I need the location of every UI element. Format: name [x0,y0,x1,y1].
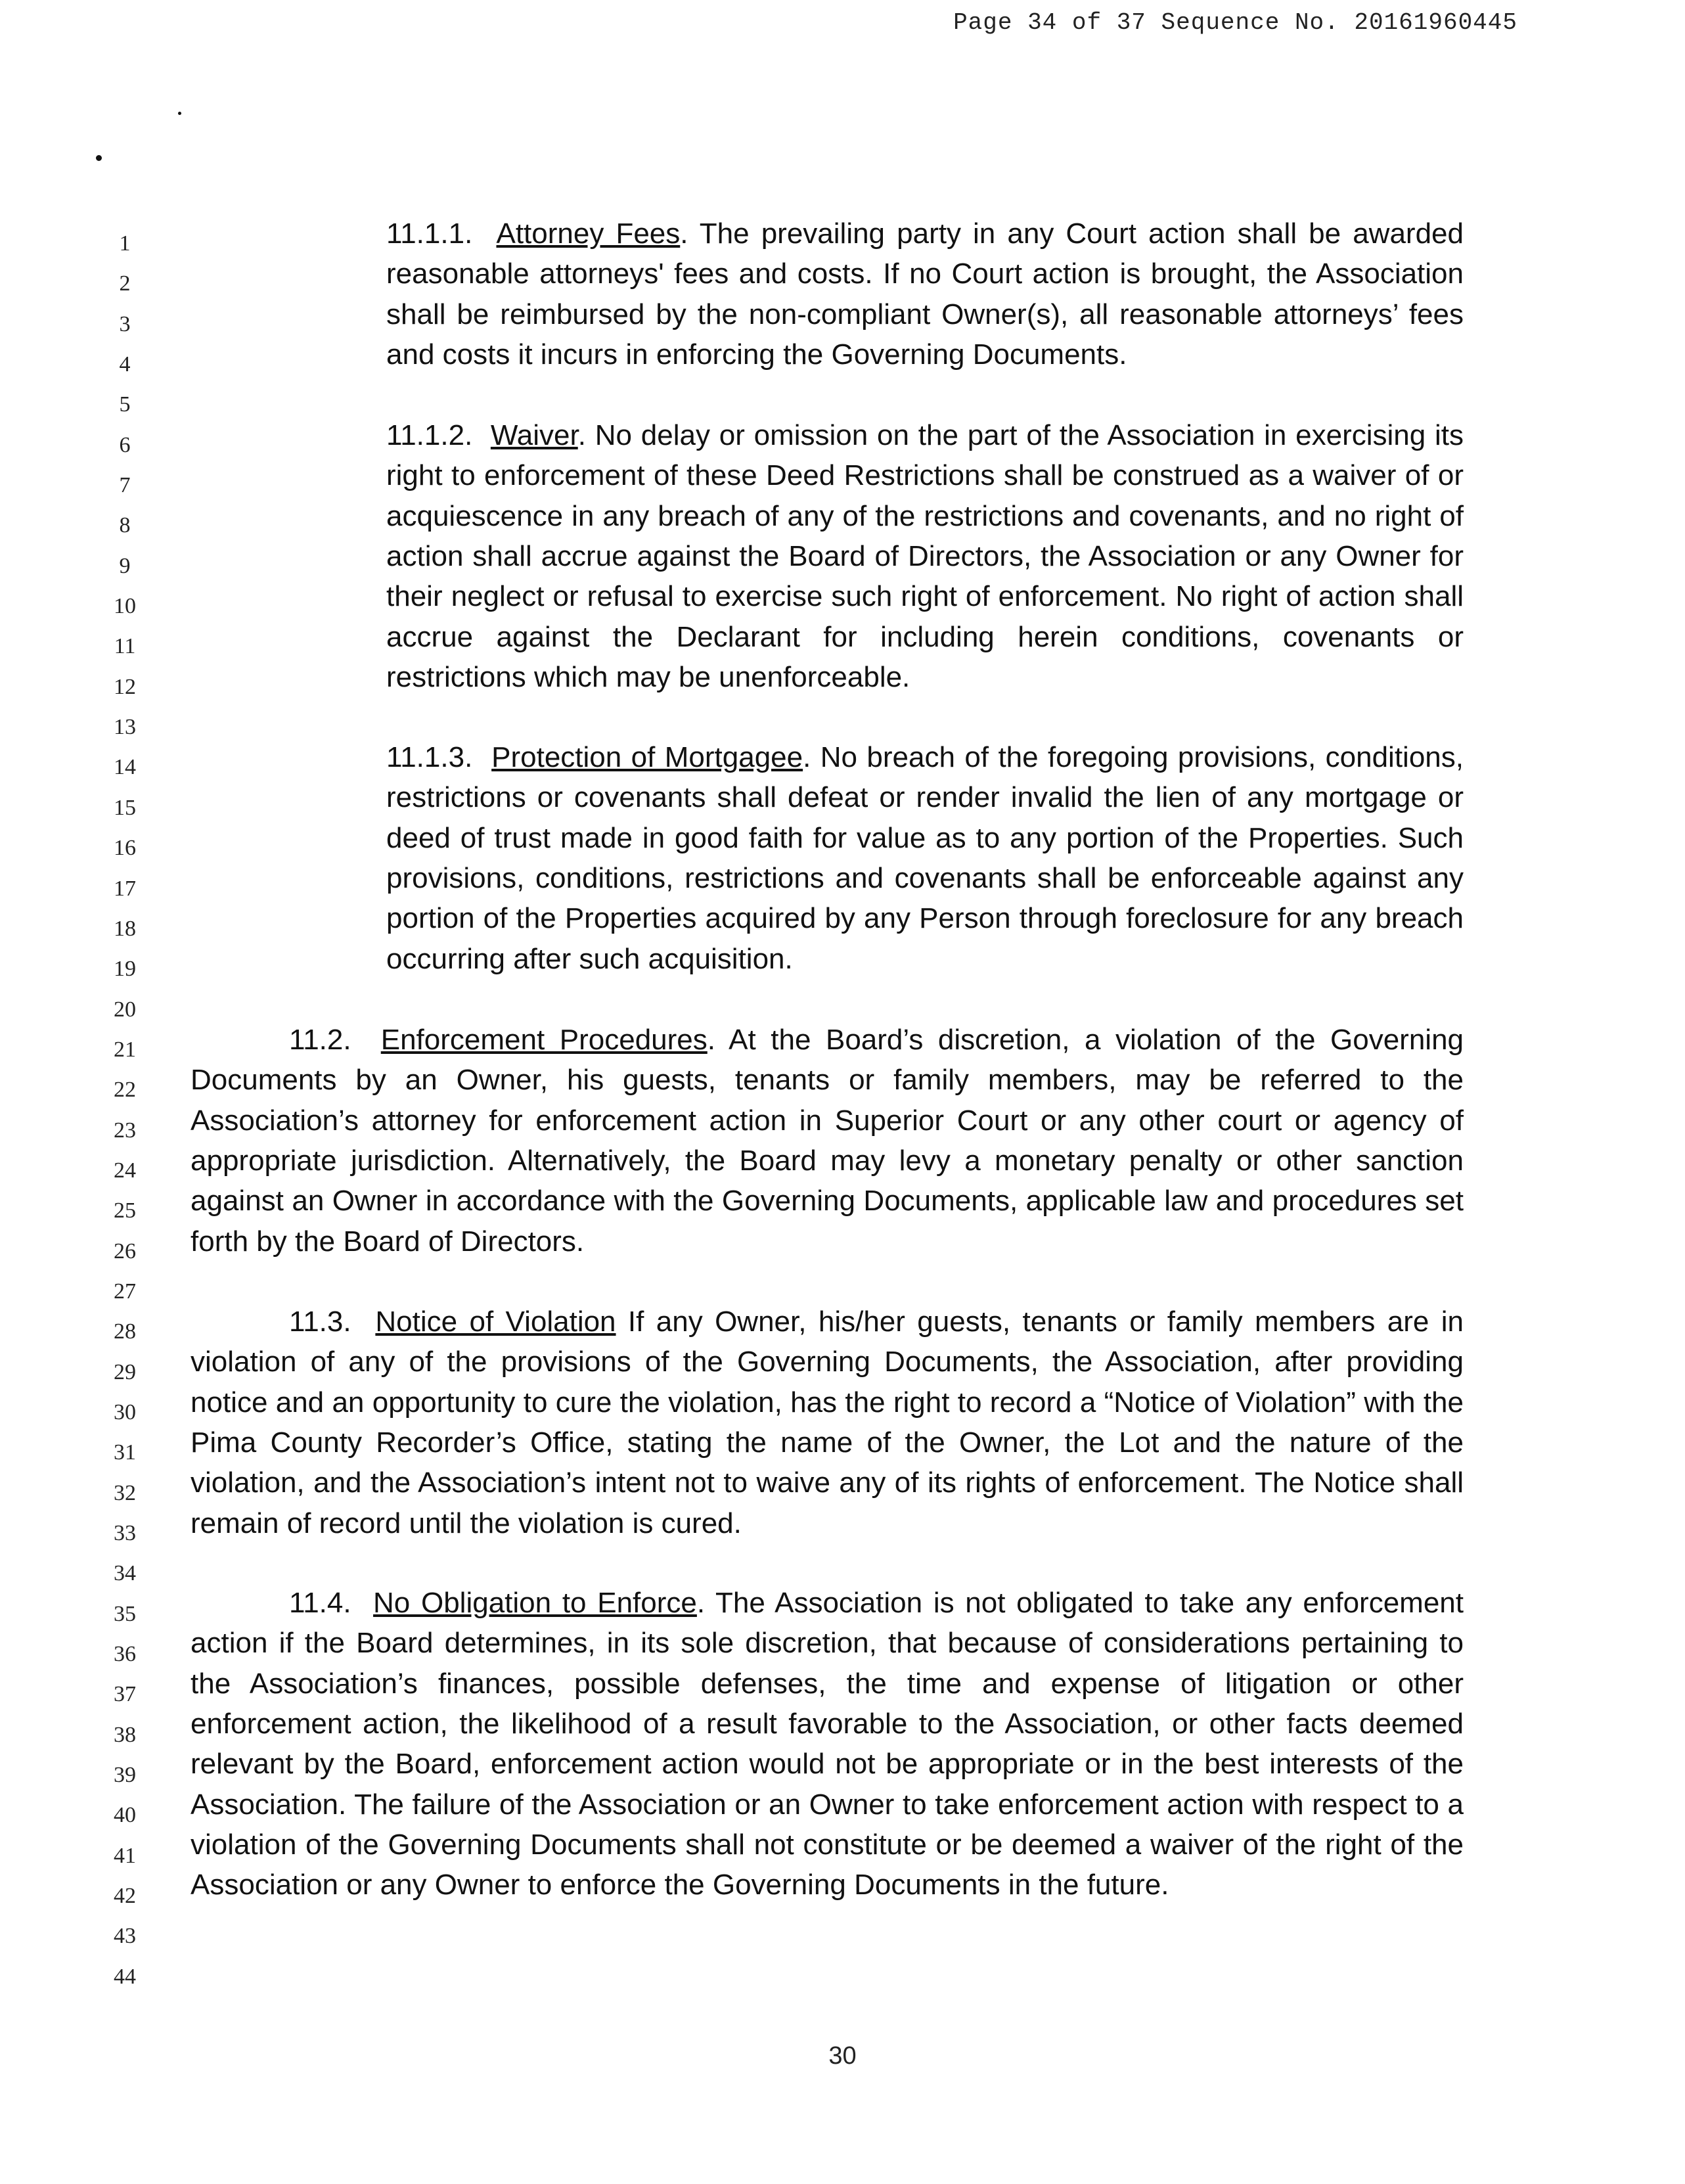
line-number: 22 [114,1078,136,1103]
section-11-4 [191,1583,1464,1905]
section-11-1-3 [386,737,1464,979]
scan-speck [178,112,181,115]
section-11-1-2 [386,415,1464,697]
section-11-1-1 [386,214,1464,375]
section-body: . No breach of the foregoing provisions, conditions, restrictions or covenants shall defeat or render invalid the lien of any mortgage or deed of trust made in good faith for value as to any portion of the Properties. Such provisions, conditions, restrictions and covenants shall be enforceable against any portion of the Properties acquired by any Person through foreclosure for any breach occurring after such acquisition. [386,741,1464,975]
line-number: 26 [114,1239,136,1263]
section-number: 11.1.2. [386,419,473,451]
page-number: 30 [828,2042,857,2070]
line-number: 30 [114,1399,136,1424]
line-number: 4 [119,352,131,377]
section-title: Waiver [490,419,578,451]
section-11-3 [191,1302,1464,1543]
line-number: 35 [114,1601,136,1626]
scan-speck [96,155,102,161]
line-number-gutter [102,223,148,1997]
line-number: 39 [114,1763,136,1788]
line-number: 11 [114,634,136,659]
section-title: Enforcement Procedures [380,1024,708,1056]
section-title: Protection of Mortgagee [491,741,803,773]
line-number: 29 [114,1359,136,1384]
line-number: 31 [114,1440,136,1465]
line-number: 36 [114,1642,136,1667]
line-number: 2 [119,271,131,296]
line-number: 14 [114,755,136,780]
line-number: 41 [114,1843,136,1868]
line-number: 25 [114,1198,136,1223]
line-number: 23 [114,1118,136,1143]
line-number: 40 [114,1803,136,1828]
section-title: No Obligation to Enforce [373,1587,697,1619]
line-number: 19 [114,957,136,982]
section-number: 11.1.3. [386,741,473,773]
section-body: . At the Board’s discretion, a violation of the Governing Documents by an Owner, his guests, tenants or family members, may be referred to the Association’s attorney for enforcement action in Superior Court or any other court or agency of appropriate jurisdiction. Alternatively, the Board may levy a monetary penalty or other sanction against an Owner in accordance with the Governing Documents, applicable law and procedures set forth by the Board of Directors. [191,1024,1464,1258]
section-number: 11.1.1. [386,217,473,250]
line-number: 8 [119,513,131,538]
section-11-2 [191,1020,1464,1262]
section-number: 11.3. [289,1306,351,1338]
line-number: 33 [114,1521,136,1545]
line-number: 27 [114,1279,136,1304]
line-number: 21 [114,1037,136,1062]
line-number: 37 [114,1682,136,1707]
line-number: 18 [114,916,136,941]
section-body: . The Association is not obligated to take any enforcement action if the Board determines, in its sole discretion, that because of considerations pertaining to the Association’s finances, possible defenses, the time and expense of litigation or other enforcement action, the likelihood of a result favorable to the Association, or other facts deemed relevant by the Board, enforcement action would not be appropriate or in the best interests of the Association. The failure of the Association or an Owner to take enforcement action with respect to a violation of the Governing Documents shall not constitute or be deemed a waiver of the right of the Association or any Owner to enforce the Governing Documents in the future. [191,1587,1464,1901]
line-number: 15 [114,795,136,820]
line-number: 13 [114,715,136,740]
line-number: 12 [114,674,136,699]
line-number: 32 [114,1480,136,1505]
line-number: 20 [114,997,136,1022]
line-number: 38 [114,1722,136,1747]
line-number: 5 [119,392,131,417]
line-number: 3 [119,311,131,336]
section-title: Notice of Violation [375,1306,616,1338]
section-number: 11.2. [289,1024,351,1056]
line-number: 34 [114,1561,136,1586]
line-number: 44 [114,1964,136,1989]
line-number: 6 [119,432,131,457]
line-number: 10 [114,594,136,619]
section-body: . No delay or omission on the part of the Association in exercising its right to enforcement of these Deed Restrictions shall be construed as a waiver of or acquiescence in any breach of any of the restrictions and covenants, and no right of action shall accrue against the Board of Directors, the Association or any Owner for their neglect or refusal to exercise such right of enforcement. No right of action shall accrue against the Declarant for including herein conditions, covenants or restrictions which may be unenforceable. [386,419,1464,694]
line-number: 42 [114,1884,136,1909]
line-number: 28 [114,1319,136,1344]
page-header: Page 34 of 37 Sequence No. 20161960445 [953,9,1517,36]
section-number: 11.4. [289,1587,351,1619]
line-number: 17 [114,876,136,901]
line-number: 7 [119,473,131,498]
section-title: Attorney Fees [496,217,681,250]
line-number: 43 [114,1924,136,1949]
line-number: 1 [119,231,131,256]
section-body: If any Owner, his/her guests, tenants or family members are in violation of any of the provisions of the Governing Documents, the Association, after providing notice and an opportunity to cure the violation, has the right to record a “Notice of Violation” with the Pima County Recorder’s Office, stating the name of the Owner, the Lot and the nature of the violation, and the Association’s intent not to waive any of its rights of enforcement. The Notice shall remain of record until the violation is cured. [191,1306,1464,1539]
line-number: 9 [119,553,131,578]
section-body: . The prevailing party in any Court action shall be awarded reasonable attorneys' fees and costs. If no Court action is brought, the Association shall be reimbursed by the non-compliant Owner(s), all reasonable attorneys’ fees and costs it incurs in enforcing the Governing Documents. [386,217,1464,371]
line-number: 16 [114,836,136,861]
line-number: 24 [114,1158,136,1183]
